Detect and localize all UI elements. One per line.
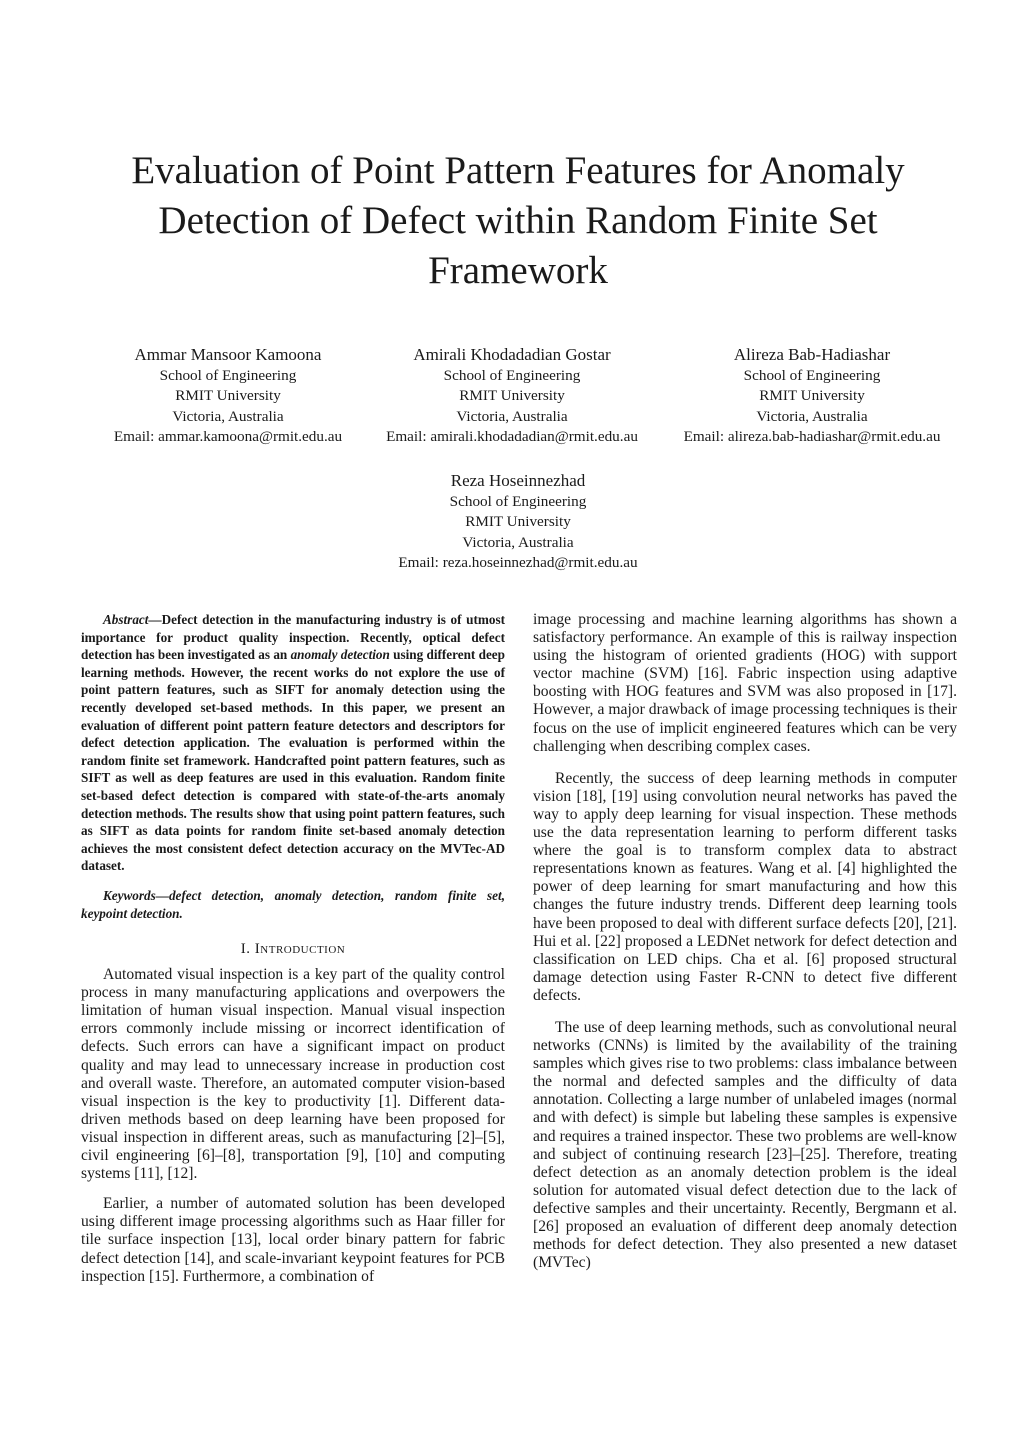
intro-paragraph-1: Automated visual inspection is a key part of the quality control process in many manufacturing applications and overpowers the limitation of human visual inspection. Manual visual inspection errors commonly include missing or incorrect identification of defects. Such errors can have a significant impact on product quality and may lead to unnecessary increase in production cost and overall waste. Therefore, an automated computer vision-based visual inspection is the key to productivity [1]. Different data-driven methods based on deep learning have been proposed for visual inspection in different areas, such as manufacturing [2]–[5], civil engineering [6]–[8], transportation [9], [10] and computing systems [11], [12]. (81, 966, 505, 1183)
intro-paragraph-5: The use of deep learning methods, such as convolutional neural networks (CNNs) is limited by the availability of the training samples which gives rise to two problems: class imbalance between the normal and defected samples and the difficulty of data annotation. Collecting a large number of unlabeled images (normal and with defect) is simple but labeling these samples is expensive and requires a trained inspector. These two problems are well-know and subject of continuing research [23]–[25]. Therefore, treating defect detection as an anomaly detection problem is the ideal solution for automated visual defect detection due to the lack of defective samples and their uncertainty. Recently, Bergmann et al. [26] proposed an evaluation of different deep anomaly detection methods for defect detection. They also presented a new dataset (MVTec) (533, 1018, 957, 1272)
author-department: School of Engineering (159, 367, 297, 384)
author-location: Victoria, Australia (462, 533, 574, 551)
author-university: RMIT University (465, 513, 571, 531)
author-1 (80, 344, 376, 448)
author-email: Email: amirali.khodadadian@rmit.edu.au (386, 428, 638, 446)
abstract-dash: — (148, 612, 162, 627)
section-number: I. (240, 941, 251, 958)
author-department: School of Engineering (443, 367, 581, 384)
author-email: Email: ammar.kamoona@rmit.edu.au (113, 428, 343, 446)
author-email: Email: reza.hoseinnezhad@rmit.edu.au (398, 554, 638, 572)
section-title: Introduction (254, 941, 346, 958)
abstract-label: Abstract (103, 612, 149, 627)
author-university: RMIT University (175, 387, 281, 405)
author-location: Victoria, Australia (756, 407, 868, 425)
abstract (81, 611, 505, 875)
intro-paragraph-3: image processing and machine learning algorithms has shown a satisfactory performance. An example of this is railway inspection using the histogram of oriented gradients (HOG) with support vector machine (SVM) [16]. Fabric inspection using adaptive boosting with HOG features and SVM was also proposed in [17]. However, a major drawback of image processing techniques is their focus on the use of implicit engineered features which can be very challenging when describing complex cases. (533, 611, 957, 755)
keywords: Keywords—defect detection, anomaly detection, random finite set, keypoint detection. (81, 887, 505, 921)
section-heading-introduction (81, 940, 505, 958)
abstract-text-1: Defect detection in the manufacturing industry is of utmost importance for product quality inspection. Recently, optical defect detection has been investigated as an (81, 612, 505, 663)
intro-paragraph-4: Recently, the success of deep learning methods in computer vision [18], [19] using convolution neural networks has paved the way to apply deep learning for visual inspection. These methods use the data representation learning to perform different tasks where the goal is to transform complex data to abstract representations known as features. Wang et al. [4] highlighted the power of deep learning for smart manufacturing and how this changes the future industry trends. Different deep learning tools have been proposed to deal with different surface defects [20], [21]. Hui et al. [22] proposed a LEDNet network for defect detection and classification on LED chips. Cha et al. [6] proposed structural damage detection using Faster R-CNN to detect five different defects. (533, 769, 957, 1004)
author-4 (370, 470, 666, 574)
author-name: Reza Hoseinnezhad (450, 471, 586, 490)
abstract-emphasis: anomaly detection (290, 647, 390, 663)
left-column (81, 611, 505, 1286)
paper-title: Evaluation of Point Pattern Features for Anomaly Detection of Defect within Random Finite Set Framework (131, 149, 905, 292)
author-university: RMIT University (459, 387, 565, 405)
author-3 (664, 344, 960, 448)
author-2 (364, 344, 660, 448)
author-name: Alireza Bab-Hadiashar (733, 345, 891, 364)
author-name: Amirali Khodadadian Gostar (413, 345, 611, 364)
author-department: School of Engineering (449, 493, 587, 510)
intro-paragraph-2: Earlier, a number of automated solution has been developed using different image processing algorithms such as Haar filler for tile surface inspection [13], local order binary pattern for fabric defect detection [14], and scale-invariant keypoint features for PCB inspection [15]. Furthermore, a combination of (81, 1195, 505, 1285)
author-university: RMIT University (759, 387, 865, 405)
author-location: Victoria, Australia (456, 407, 568, 425)
author-location: Victoria, Australia (172, 407, 284, 425)
abstract-text-2: using different deep learning methods. However, the recent works do not explore the use of point pattern features, such as SIFT for anomaly detection using the recently developed set-based methods. In this paper, we present an evaluation of different point pattern feature detectors and descriptors for defect detection application. The evaluation is performed within the random finite set framework. Handcrafted point pattern features, such as SIFT as well as deep features are used in this evaluation. Random finite set-based defect detection is compared with state-of-the-arts anomaly detection methods. The results show that using point pattern features, such as SIFT as data points for random finite set-based anomaly detection achieves the most consistent defect detection accuracy on the MVTec-AD dataset. (81, 647, 505, 874)
author-email: Email: alireza.bab-hadiashar@rmit.edu.au (683, 428, 941, 446)
author-department: School of Engineering (743, 367, 881, 384)
author-name: Ammar Mansoor Kamoona (134, 345, 322, 364)
right-column (533, 611, 957, 1272)
